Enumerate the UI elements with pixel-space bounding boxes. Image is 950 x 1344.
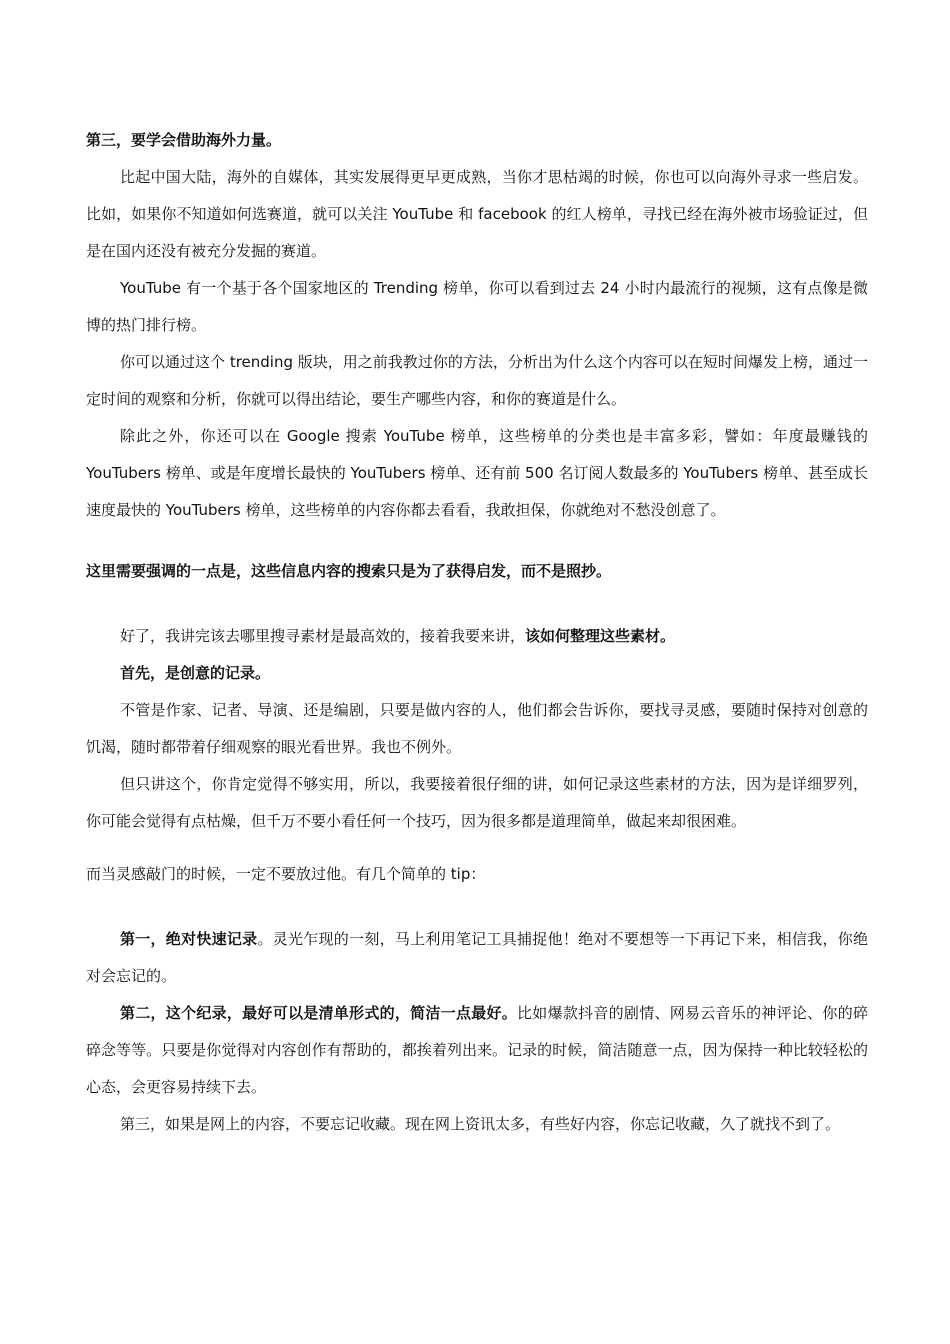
paragraph-trending-analysis: 你可以通过这个 trending 版块，用之前我教过你的方法，分析出为什么这个内容可以在短时间爆发上榜，通过一定时间的观察和分析，你就可以得出结论，要生产哪些内容，和你的赛道是什么。 xyxy=(86,353,868,408)
section-heading-overseas: 第三，要学会借助海外力量。 xyxy=(86,131,282,149)
tip-two-bold: 第二，这个纪录，最好可以是清单形式的，简洁一点最好。 xyxy=(120,1004,518,1022)
section-heading-recording: 首先，是创意的记录。 xyxy=(120,664,271,682)
tip-two-text: 比如爆款抖音的剧情、网易云音乐的神评论、你的碎碎念等等。只要是你觉得对内容创作有帮助的，都挨着列出来。记录的时候，简洁随意一点，因为保持一种比较轻松的心态，会更容易持续下去。 xyxy=(86,1004,868,1096)
spacer xyxy=(86,529,868,553)
transition-text: 好了，我讲完该去哪里搜寻素材是最高效的，接着我要来讲， xyxy=(120,627,526,645)
emphasis-note: 这里需要强调的一点是，这些信息内容的搜索只是为了获得启发，而不是照抄。 xyxy=(86,562,612,580)
document-page xyxy=(86,122,868,1143)
paragraph-google-rankings: 除此之外，你还可以在 Google 搜索 YouTube 榜单，这些榜单的分类也是丰富多彩，譬如：年度最赚钱的 YouTubers 榜单、或是年度增长最快的 YouTubers 榜单、还有前 500 名订阅人数最多的 YouTubers 榜单、甚至成长速度最快的 YouTubers 榜单，这些榜单的内容你都去看看，我敢担保，你就绝对不愁没创意了。 xyxy=(86,427,868,519)
tip-three: 第三，如果是网上的内容，不要忘记收藏。现在网上资讯太多，有些好内容，你忘记收藏，久了就找不到了。 xyxy=(120,1115,841,1133)
tip-one xyxy=(86,921,868,995)
paragraph-transition xyxy=(86,618,868,655)
spacer xyxy=(86,590,868,618)
spacer xyxy=(86,893,868,921)
spacer xyxy=(86,840,868,856)
paragraph-overseas-media: 比起中国大陆，海外的自媒体，其实发展得更早更成熟，当你才思枯竭的时候，你也可以向海外寻求一些启发。比如，如果你不知道如何选赛道，就可以关注 YouTube 和 facebook 的红人榜单，寻找已经在海外被市场验证过，但是在国内还没有被充分发掘的赛道。 xyxy=(86,168,868,260)
paragraph-tips-intro: 而当灵感敲门的时候，一定不要放过他。有几个简单的 tip： xyxy=(86,865,486,883)
transition-bold: 该如何整理这些素材。 xyxy=(525,627,676,645)
tip-two xyxy=(86,995,868,1106)
paragraph-methods: 但只讲这个，你肯定觉得不够实用，所以，我要接着很仔细的讲，如何记录这些素材的方法，因为是详细罗列，你可能会觉得有点枯燥，但千万不要小看任何一个技巧，因为很多都是道理简单，做起来却很困难。 xyxy=(86,775,868,830)
tip-one-bold: 第一，绝对快速记录 xyxy=(120,930,258,948)
paragraph-youtube-trending: YouTube 有一个基于各个国家地区的 Trending 榜单，你可以看到过去 24 小时内最流行的视频，这有点像是微博的热门排行榜。 xyxy=(86,279,868,334)
paragraph-inspiration: 不管是作家、记者、导演、还是编剧，只要是做内容的人，他们都会告诉你，要找寻灵感，要随时保持对创意的饥渴，随时都带着仔细观察的眼光看世界。我也不例外。 xyxy=(86,701,868,756)
tip-one-text: 。灵光乍现的一刻，马上利用笔记工具捕捉他！绝对不要想等一下再记下来，相信我，你绝对会忘记的。 xyxy=(86,930,868,985)
